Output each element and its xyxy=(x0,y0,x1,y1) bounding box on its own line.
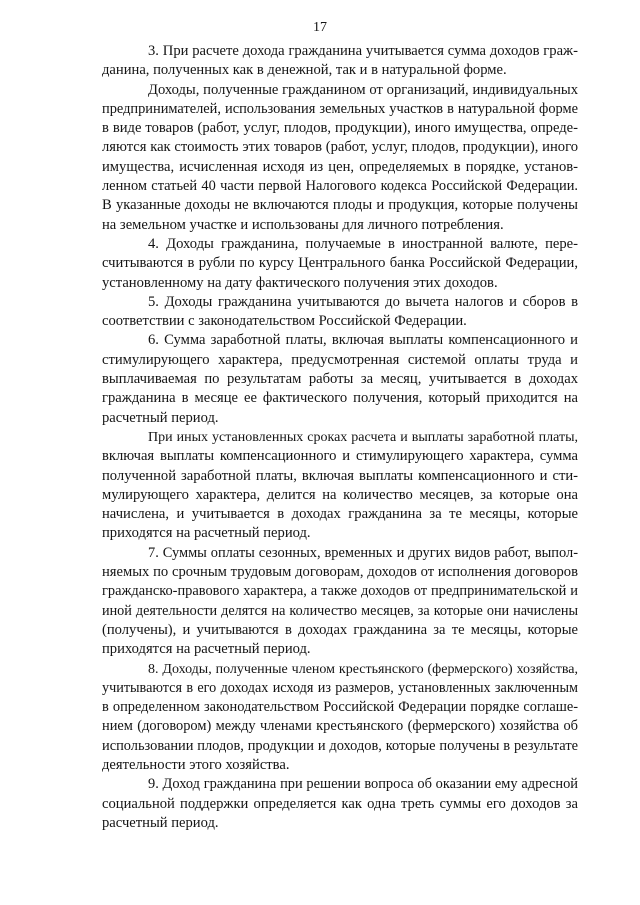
text-line: 6. Сумма заработной платы, включая выплаты компенсационного и xyxy=(148,332,578,349)
page-number: 17 xyxy=(313,20,327,35)
text-line: установленному на дату фактического получения этих доходов. xyxy=(102,274,498,291)
text-line: 5. Доходы гражданина учитываются до вычета налогов и сборов в xyxy=(148,293,578,310)
text-line: (получены), и учитываются в доходах гражданина за те месяцы, которые xyxy=(102,621,578,638)
text-line: ленном статьей 40 части первой Налогового кодекса Российской Федерации. xyxy=(102,178,578,195)
paragraph xyxy=(102,544,578,660)
text-line: данина, полученных как в денежной, так и в натуральной форме. xyxy=(102,62,507,79)
text-line: иной деятельности делятся на количество месяцев, за которые они начислены xyxy=(102,602,578,619)
text-line: В указанные доходы не включаются плоды и продукция, которые получены xyxy=(102,197,578,214)
text-line: в виде товаров (работ, услуг, плодов, продукции), иного имущества, опреде- xyxy=(102,120,578,137)
text-line: на земельном участке и использованы для личного потребления. xyxy=(102,216,504,233)
text-line: начислена, и учитывается в доходах гражданина за те месяцы, которые xyxy=(102,506,578,523)
paragraph xyxy=(102,331,578,427)
text-line: учитываются в его доходах исходя из размеров, установленных заключенным xyxy=(102,679,578,696)
document-body xyxy=(102,42,578,833)
text-line: выплачиваемая по результатам работы за месяц, учитывается в доходах xyxy=(102,371,578,388)
text-line: няемых по срочным трудовым договорам, доходов от исполнения договоров xyxy=(102,564,578,581)
text-line: нием (договором) между членами крестьянского (фермерского) хозяйства об xyxy=(102,718,578,735)
text-line: имущества, исчисленная исходя из цен, определяемых в порядке, установ- xyxy=(102,158,578,175)
paragraph xyxy=(102,81,578,235)
text-line: считываются в рубли по курсу Центрального банка Российской Федерации, xyxy=(102,255,578,272)
text-line: использовании плодов, продукции и доходов, которые получены в результате xyxy=(102,737,578,754)
paragraph xyxy=(102,428,578,544)
text-line: 4. Доходы гражданина, получаемые в иностранной валюте, пере- xyxy=(148,235,578,252)
text-line: гражданина в месяце ее фактического получения, который приходится на xyxy=(102,390,578,407)
text-line: ляются как стоимость этих товаров (работ, услуг, плодов, продукции), иного xyxy=(102,139,578,156)
text-line: При иных установленных сроках расчета и выплаты заработной платы, xyxy=(148,429,578,445)
text-line: социальной поддержки определяется как одна треть суммы его доходов за xyxy=(102,795,578,812)
text-line: 9. Доход гражданина при решении вопроса об оказании ему адресной xyxy=(148,776,578,793)
text-line: приходятся на расчетный период. xyxy=(102,641,311,658)
paragraph xyxy=(102,235,578,293)
paragraph xyxy=(102,293,578,332)
text-line: 8. Доходы, полученные членом крестьянского (фермерского) хозяйства, xyxy=(148,661,578,677)
text-line: полученной заработной платы, включая выплаты компенсационного и сти- xyxy=(102,467,578,484)
text-line: деятельности этого хозяйства. xyxy=(102,756,290,773)
text-line: 7. Суммы оплаты сезонных, временных и других видов работ, выпол- xyxy=(148,544,578,561)
text-line: соответствии с законодательством Российской Федерации. xyxy=(102,313,467,330)
text-line: включая выплаты компенсационного и стимулирующего характера, сумма xyxy=(102,448,578,465)
text-line: расчетный период. xyxy=(102,814,219,831)
text-line: мулирующего характера, делится на количество месяцев, за которые она xyxy=(102,486,578,503)
text-line: Доходы, полученные гражданином от организаций, индивидуальных xyxy=(148,81,578,98)
text-line: 3. При расчете дохода гражданина учитывается сумма доходов граж- xyxy=(148,43,578,59)
text-line: приходятся на расчетный период. xyxy=(102,525,311,542)
text-line: предпринимателей, использования земельных участков в натуральной форме xyxy=(102,100,578,117)
text-line: расчетный период. xyxy=(102,409,219,426)
text-line: гражданско-правового характера, а также доходов от предпринимательской и xyxy=(102,583,578,600)
text-line: в определенном законодательством Российской Федерации порядке соглаше- xyxy=(102,699,578,716)
paragraph xyxy=(102,42,578,81)
text-line: стимулирующего характера, предусмотренная системой оплаты труда и xyxy=(102,351,578,368)
paragraph xyxy=(102,660,578,776)
paragraph xyxy=(102,775,578,833)
